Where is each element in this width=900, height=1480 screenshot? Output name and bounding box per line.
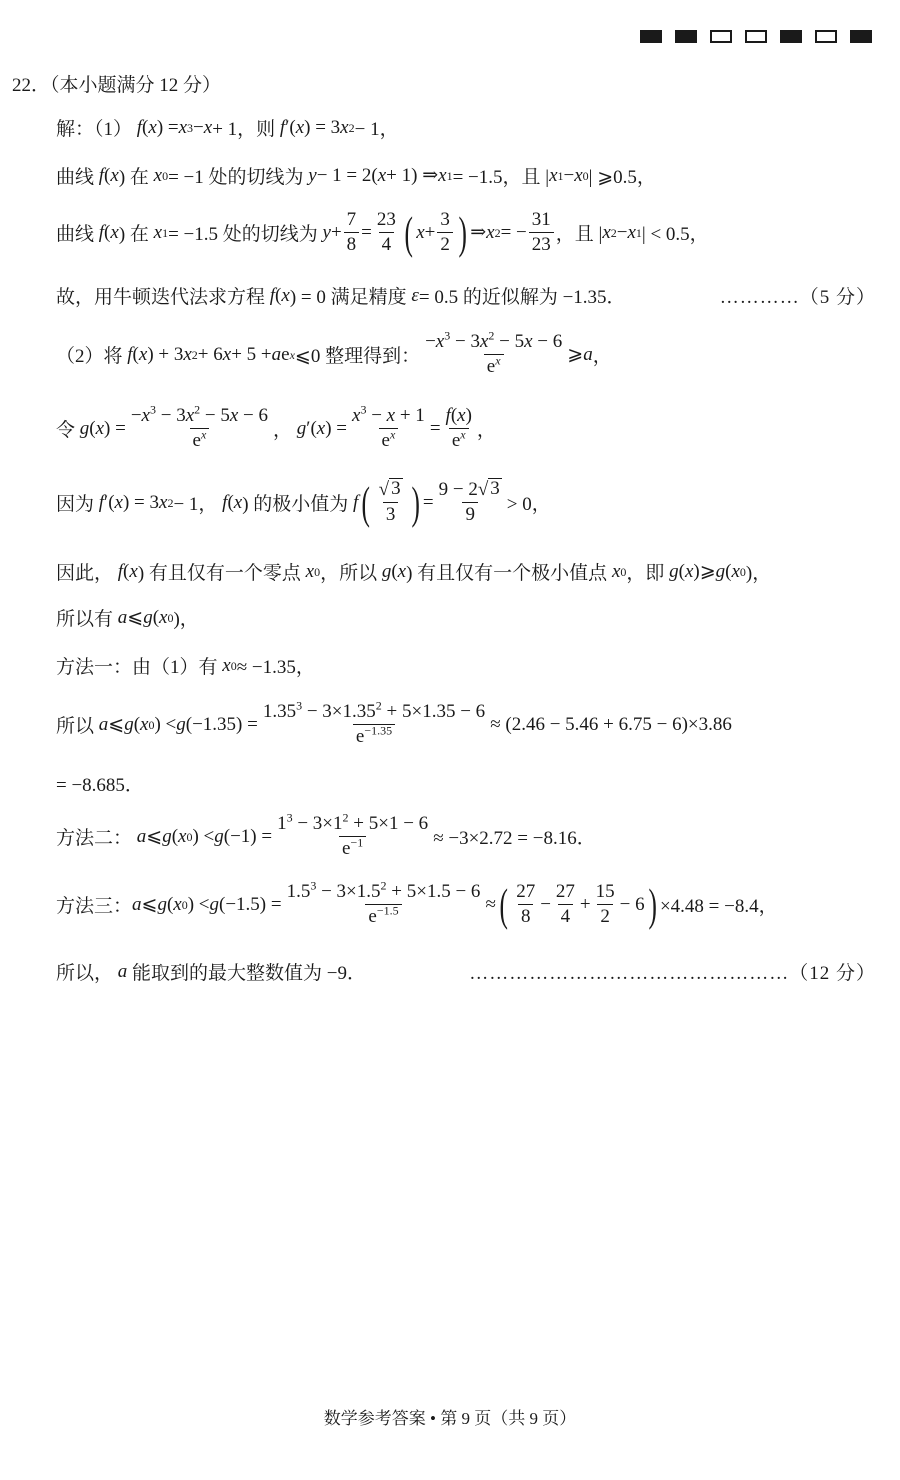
mark-block: [640, 30, 662, 43]
solution-line-13: 方法二： a ⩽ g ( x 0 ) < g (−1) = $\frac{1^3 - 3\times 1^2 + 5\times 1 - 6}{e^{-1}}$ ≈ −3×2.72 = −8.16．: [56, 810, 596, 859]
solution-line-8: 因此， f ( x ) 有且仅有一个零点 x 0 ，所以 g ( x ) 有且仅有一个极小值点 x 0 ，即 g ( x )⩾ g ( x 0 )，: [56, 560, 772, 584]
solution-line-14: 方法三： a ⩽ g ( x 0 ) < g (−1.5) = $\frac{1.5^3 - 3\times 1.5^2 + 5\times 1.5 - 6}{e^{-1.5}}$ ≈ ( $\frac{27}{8}$ − $\frac{27}{4}$ + $\frac{15}{2}$ − 6 ) ×4.48 = −8.4，: [56, 878, 778, 930]
solution-line-5: （2）将 f ( x ) + 3 x 2 + 6 x + 5 + a e x ⩽0 整理得到： $\frac{-x^3 - 3x^2 - 5x - 6}{e^x}$ ⩾ a ，: [56, 328, 612, 377]
solution-line-12: = −8.685．: [56, 775, 144, 796]
problem-heading: 22．（本小题满分 12 分）: [12, 75, 222, 96]
solution-line-1: 解：（1） f ( x ) = x 3 − x + 1，则 f ′( x ) = 3 x 2 − 1，: [56, 116, 399, 140]
solution-line-7: 因为 f ′( x ) = 3 x 2 − 1， f ( x ) 的极小值为 f ( √ 3 3 ) = 9 − 2√ 3 9 > 0，: [56, 476, 551, 528]
mark-block: [815, 30, 837, 43]
solution-line-6: 令 g ( x ) = $\frac{-x^3 - 3x^2 - 5x - 6}{e^x}$ ， g ′( x ) = $\frac{x^3 - x + 1}{e^x}$ = $\frac{f(x)}{e^x}$ ，: [56, 402, 496, 451]
solution-line-3: 曲线 f ( x ) 在 x 1 = −1.5 处的切线为 y + $\frac{7}{8}$ = $\frac{23}{4}$ ( x + $\frac{3}{2}$ ) ⇒ x 2 = − $\frac{31}{23}$ ，且 | x 2 − x 1 | < 0.5，: [56, 206, 709, 258]
solution-line-4: 故，用牛顿迭代法求方程 f ( x ) = 0 满足精度 ε = 0.5 的近似解为 −1.35． …………（5 分）: [56, 282, 876, 309]
solution-line-10: 方法一：由（1）有 x 0 ≈ −1.35，: [56, 654, 315, 678]
header-mark-strip: [640, 30, 885, 46]
mark-block: [710, 30, 732, 43]
mark-block: [745, 30, 767, 43]
page-footer: 数学参考答案 • 第 9 页（共 9 页）: [323, 1409, 577, 1428]
mark-block: [675, 30, 697, 43]
solution-line-9: 所以有 a ⩽ g ( x 0 )，: [56, 606, 199, 630]
mark-block: [780, 30, 802, 43]
mark-block: [850, 30, 872, 43]
solution-line-15: 所以， a 能取到的最大整数值为 −9． …………………………………………（12 分）: [56, 958, 876, 985]
solution-line-11: 所以 a ⩽ g ( x 0 ) < g (−1.35) = $\frac{1.35^3 - 3\times 1.35^2 + 5\times 1.35 - 6}{e^{-1.35}}$ ≈ (2.46 − 5.46 + 6.75 − 6)×3.86: [56, 698, 732, 747]
score-12: …………………………………………（12 分）: [469, 963, 876, 984]
solution-line-2: 曲线 f ( x ) 在 x 0 = −1 处的切线为 y − 1 = 2( x + 1) ⇒ x 1 = −1.5，且 | x 1 − x 0 | ⩾0.5，: [56, 164, 656, 188]
score-5: …………（5 分）: [719, 287, 876, 308]
